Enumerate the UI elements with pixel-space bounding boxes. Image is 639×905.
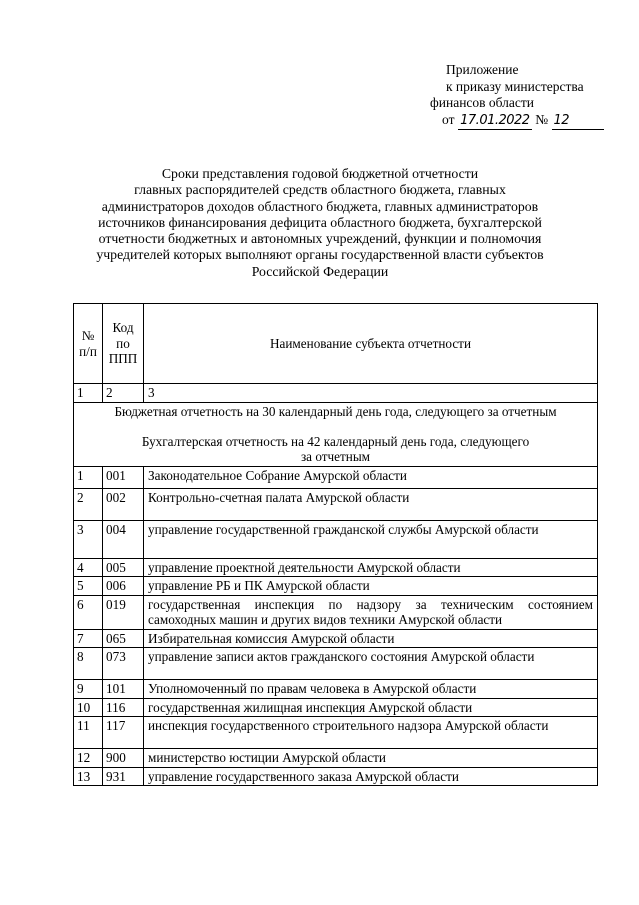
row-number: 2	[74, 488, 103, 520]
row-code: 900	[103, 749, 144, 768]
row-name: Законодательное Собрание Амурской области	[144, 466, 598, 488]
row-code: 005	[103, 558, 144, 577]
row-number: 9	[74, 680, 103, 699]
handwritten-date: 17.01.2022	[458, 113, 532, 131]
document-title	[60, 166, 580, 280]
reporting-table	[73, 303, 598, 786]
title-line: администраторов доходов областного бюджета, главных администраторов	[101, 198, 539, 214]
row-name: Контрольно-счетная палата Амурской области	[144, 488, 598, 520]
row-name: управление государственного заказа Амурской области	[144, 767, 598, 786]
approval-block	[430, 62, 630, 130]
row-code: 117	[103, 717, 144, 749]
row-name: управление проектной деятельности Амурской области	[144, 558, 598, 577]
row-number: 11	[74, 717, 103, 749]
row-code: 019	[103, 595, 144, 629]
title-line: отчетности бюджетных и автономных учреждений, функции и полномочия	[98, 231, 542, 247]
title-line: учредителей которых выполняют органы государственной власти субъектов	[96, 247, 544, 263]
column-number-2: 2	[103, 384, 144, 403]
table-row	[74, 558, 598, 577]
row-name: управление РБ и ПК Амурской области	[144, 577, 598, 596]
row-number: 12	[74, 749, 103, 768]
row-code: 931	[103, 767, 144, 786]
table-row	[74, 466, 598, 488]
period-row	[74, 403, 598, 467]
column-number-3: 3	[144, 384, 598, 403]
date-prefix: от	[442, 111, 455, 127]
table-row	[74, 629, 598, 648]
table-row	[74, 488, 598, 520]
table-row	[74, 698, 598, 717]
period-cell	[74, 403, 598, 467]
table-row	[74, 680, 598, 699]
title-line: Российской Федерации	[251, 263, 389, 279]
row-number: 3	[74, 520, 103, 558]
row-code: 004	[103, 520, 144, 558]
table-row	[74, 767, 598, 786]
title-line: Сроки представления годовой бюджетной отчетности	[161, 166, 479, 181]
table-header-row	[74, 304, 598, 384]
row-name: управление государственной гражданской службы Амурской области	[144, 520, 598, 558]
approval-line-order: к приказу министерства	[446, 78, 584, 94]
period-accounting-line2: за отчетным	[300, 449, 371, 464]
row-number: 6	[74, 595, 103, 629]
row-code: 001	[103, 466, 144, 488]
header-number: № п/п	[74, 304, 103, 384]
table-row	[74, 520, 598, 558]
header-code: Код по ППП	[103, 304, 144, 384]
row-code: 065	[103, 629, 144, 648]
period-budget: Бюджетная отчетность на 30 календарный день года, следующего за отчетным	[114, 404, 557, 419]
row-number: 4	[74, 558, 103, 577]
approval-line-date	[430, 112, 630, 131]
table-row	[74, 577, 598, 596]
row-number: 5	[74, 577, 103, 596]
row-code: 101	[103, 680, 144, 699]
row-name: министерство юстиции Амурской области	[144, 749, 598, 768]
row-number: 1	[74, 466, 103, 488]
handwritten-number: 12	[552, 113, 604, 131]
row-code: 002	[103, 488, 144, 520]
approval-line-ministry: финансов области	[430, 95, 535, 110]
row-name: Уполномоченный по правам человека в Амурской области	[144, 680, 598, 699]
approval-line-appendix: Приложение	[446, 62, 519, 77]
row-code: 006	[103, 577, 144, 596]
row-name: инспекция государственного строительного надзора Амурской области	[144, 717, 598, 749]
title-line: источников финансирования дефицита областного бюджета, бухгалтерской	[98, 214, 542, 230]
row-number: 13	[74, 767, 103, 786]
table-row	[74, 648, 598, 680]
row-name: Избирательная комиссия Амурской области	[144, 629, 598, 648]
row-code: 116	[103, 698, 144, 717]
table-row	[74, 717, 598, 749]
row-name: государственная жилищная инспекция Амурской области	[144, 698, 598, 717]
header-name: Наименование субъекта отчетности	[144, 304, 598, 384]
row-number: 10	[74, 698, 103, 717]
column-numbers-row	[74, 384, 598, 403]
number-label: №	[535, 111, 549, 127]
row-name: управление записи актов гражданского состояния Амурской области	[144, 648, 598, 680]
column-number-1: 1	[74, 384, 103, 403]
row-number: 8	[74, 648, 103, 680]
table-row	[74, 595, 598, 629]
title-line: главных распорядителей средств областного бюджета, главных	[134, 182, 506, 198]
period-accounting-line1: Бухгалтерская отчетность на 42 календарный день года, следующего	[141, 433, 530, 449]
table-row	[74, 749, 598, 768]
row-number: 7	[74, 629, 103, 648]
row-code: 073	[103, 648, 144, 680]
row-name: государственная инспекция по надзору за техническим состоянием самоходных машин и других видов техники Амурской области	[144, 595, 598, 629]
